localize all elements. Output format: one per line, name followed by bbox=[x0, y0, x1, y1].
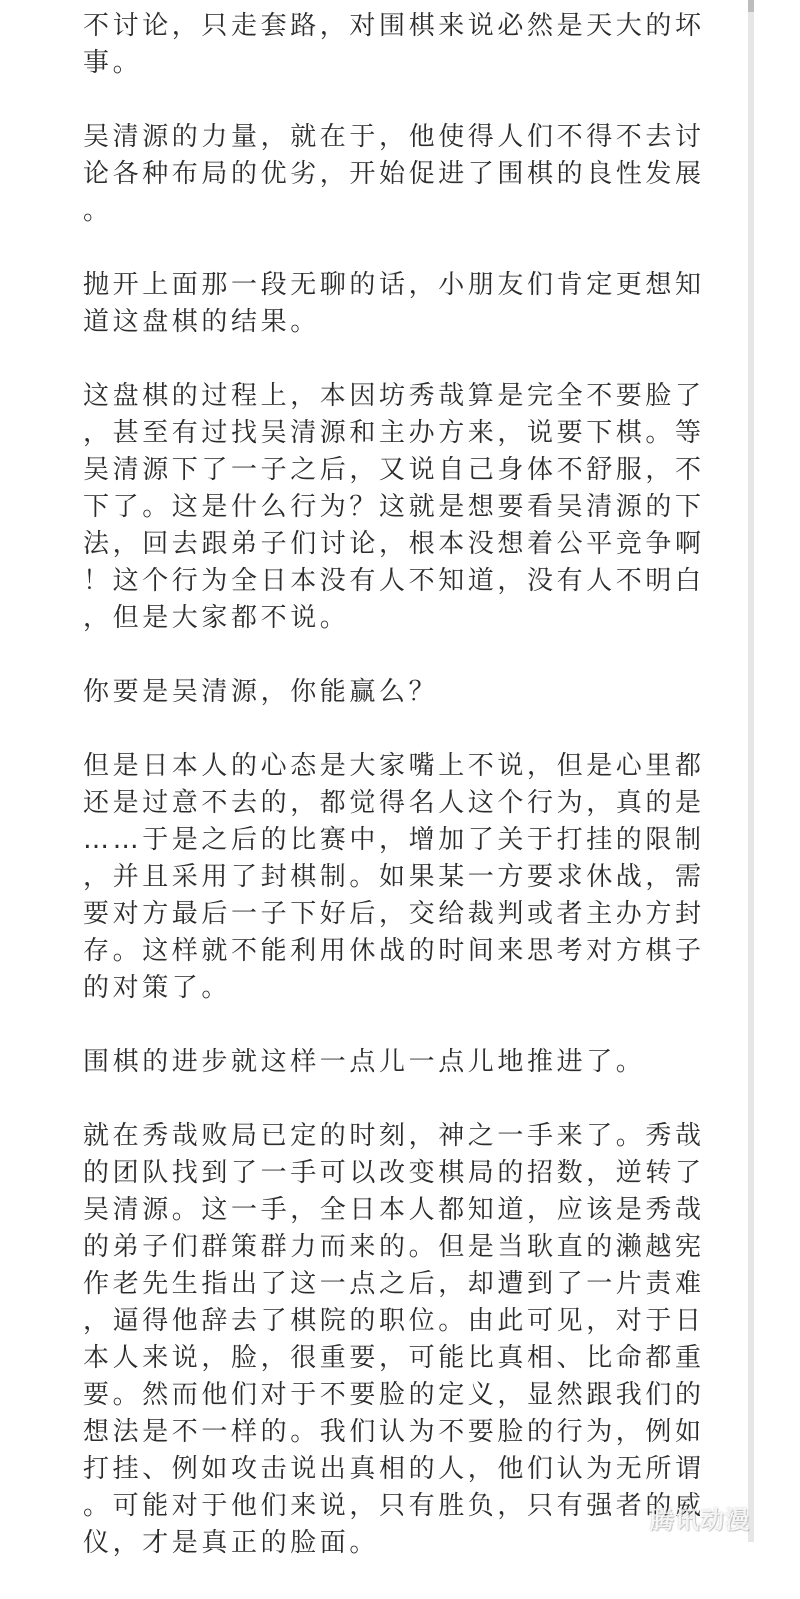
paragraph: 抛开上面那一段无聊的话，小朋友们肯定更想知 道这盘棋的结果。 bbox=[83, 270, 705, 337]
paragraph: 围棋的进步就这样一点儿一点儿地推进了。 bbox=[83, 1047, 646, 1077]
paragraph: 你要是吴清源，你能赢么？ bbox=[83, 677, 439, 707]
paragraph: 吴清源的力量，就在于，他使得人们不得不去讨 论各种布局的优劣，开始促进了围棋的良性发展 。 bbox=[83, 122, 705, 226]
scrollbar[interactable] bbox=[748, 0, 754, 1542]
watermark-logo: 腾讯动漫 bbox=[650, 1506, 750, 1534]
paragraph: 不讨论，只走套路，对围棋来说必然是天大的坏 事。 bbox=[83, 11, 705, 78]
paragraph: 就在秀哉败局已定的时刻，神之一手来了。秀哉 的团队找到了一手可以改变棋局的招数，逆转了 吴清源。这一手，全日本人都知道，应该是秀哉 的弟子们群策群力而来的。但是当耿直的濑越宪 作老先生指出了这一点之后，却遭到了一片责难 ，逼得他辞去了棋院的职位。由此可见，对于日 本人来说，脸，很重要，可能比真相、比命都重 要。然而他们对于不要脸的定义，显然跟我们的 想法是不一样的。我们认为不要脸的行为，例如 打挂、例如攻击说出真相的人，他们认为无所谓 。可能对于他们来说，只有胜负，只有强者的威 仪，才是真正的脸面。 bbox=[83, 1121, 705, 1558]
scrollbar-thumb[interactable] bbox=[748, 0, 754, 12]
article-body bbox=[83, 8, 723, 1599]
paragraph: 这盘棋的过程上，本因坊秀哉算是完全不要脸了 ，甚至有过找吴清源和主办方来，说要下棋。等 吴清源下了一子之后，又说自己身体不舒服，不 下了。这是什么行为？这就是想要看吴清源的下 法，回去跟弟子们讨论，根本没想着公平竞争啊 ！这个行为全日本没有人不知道，没有人不明白 ，但是大家都不说。 bbox=[83, 381, 705, 633]
paragraph: 但是日本人的心态是大家嘴上不说，但是心里都 还是过意不去的，都觉得名人这个行为，真的是 ……于是之后的比赛中，增加了关于打挂的限制 ，并且采用了封棋制。如果某一方要求休战，需 要对方最后一子下好后，交给裁判或者主办方封 存。这样就不能利用休战的时间来思考对方棋子 的对策了。 bbox=[83, 751, 705, 1003]
